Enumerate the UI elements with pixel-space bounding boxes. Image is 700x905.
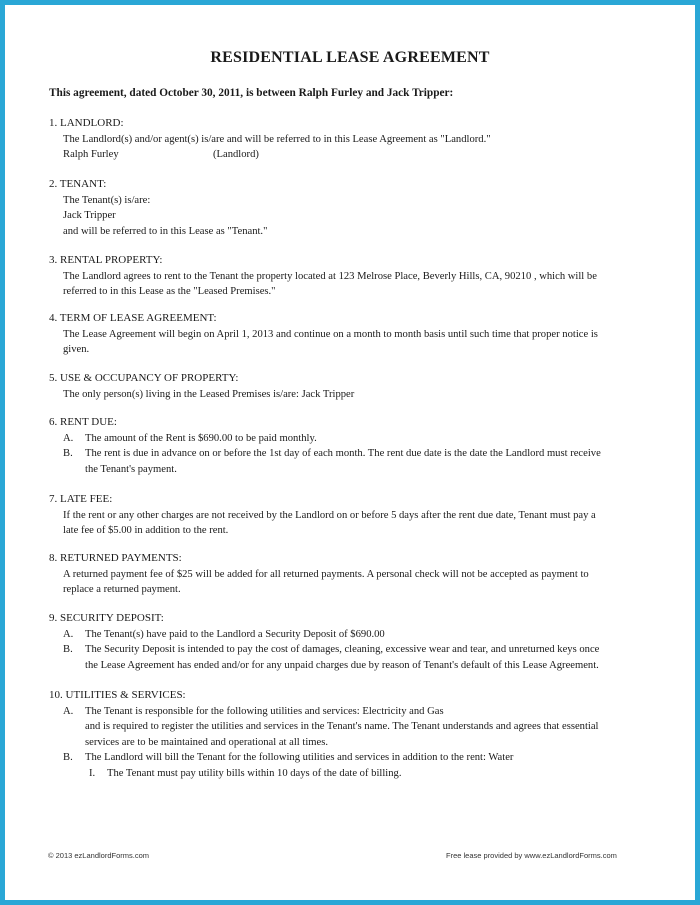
list-marker: I. — [89, 767, 96, 779]
list-item — [49, 642, 649, 658]
list-item — [49, 627, 649, 643]
section-landlord — [49, 116, 649, 163]
list-item — [49, 446, 649, 462]
section-line: The Tenant(s) is/are: — [63, 194, 151, 206]
section-line: replace a returned payment. — [63, 584, 181, 595]
section-heading: 3. RENTAL PROPERTY: — [49, 254, 163, 266]
list-text: The Tenant(s) have paid to the Landlord a Security Deposit of $690.00 — [85, 628, 385, 640]
section-line: The Lease Agreement will begin on April 1, 2013 and continue on a month to month basis until such time that proper notice is — [63, 328, 598, 340]
section-line: The Landlord(s) and/or agent(s) is/are and will be referred to in this Lease Agreement as "Landlord." — [63, 133, 491, 145]
section-use-occupancy — [49, 371, 649, 402]
section-line: A returned payment fee of $25 will be added for all returned payments. A personal check will not be accepted as payment to — [63, 568, 589, 580]
footer-copyright: © 2013 ezLandlordForms.com — [48, 851, 149, 860]
list-text: The Landlord will bill the Tenant for the following utilities and services in addition to the rent: Water — [85, 752, 514, 763]
section-heading: 8. RETURNED PAYMENTS: — [49, 552, 182, 564]
list-item — [49, 431, 649, 447]
list-text-continued: the Lease Agreement has ended and/or for any unpaid charges due by reason of Tenant's default of this Lease Agreement. — [85, 659, 599, 671]
list-marker: A. — [63, 432, 74, 444]
section-line: The only person(s) living in the Leased Premises is/are: Jack Tripper — [63, 388, 355, 400]
agreement-intro: This agreement, dated October 30, 2011, is between Ralph Furley and Jack Tripper: — [49, 87, 454, 99]
list-marker: B. — [63, 644, 73, 655]
list-text: The amount of the Rent is $690.00 to be paid monthly. — [85, 432, 317, 444]
tenant-name: Jack Tripper — [63, 210, 116, 221]
section-returned-payments — [49, 551, 649, 598]
section-term — [49, 311, 649, 358]
section-heading: 6. RENT DUE: — [49, 416, 117, 428]
list-marker: A. — [63, 705, 74, 717]
section-rental-property — [49, 253, 649, 300]
section-line: given. — [63, 344, 90, 355]
section-heading: 2. TENANT: — [49, 178, 107, 190]
section-tenant — [49, 177, 649, 239]
section-line: late fee of $5.00 in addition to the rent. — [63, 525, 229, 536]
footer-credit: Free lease provided by www.ezLandlordForms.com — [446, 851, 617, 860]
list-marker: B. — [63, 448, 73, 459]
list-text: The Tenant is responsible for the following utilities and services: Electricity and Gas — [85, 705, 444, 717]
section-heading: 5. USE & OCCUPANCY OF PROPERTY: — [49, 372, 239, 384]
section-line: referred to in this Lease as the "Leased Premises." — [63, 286, 276, 297]
landlord-role: (Landlord) — [213, 149, 259, 160]
section-line: The Landlord agrees to rent to the Tenant the property located at 123 Melrose Place, Beverly Hills, CA, 90210 , which will be — [63, 270, 597, 282]
list-text: The Security Deposit is intended to pay the cost of damages, cleaning, excessive wear and tear, and unreturned keys once — [85, 644, 600, 655]
section-security-deposit — [49, 611, 649, 673]
list-text: The rent is due in advance on or before the 1st day of each month. The rent due date is the date the Landlord must receive — [85, 448, 601, 459]
landlord-name-row — [49, 147, 649, 163]
list-text-continued: and is required to register the utilities and services in the Tenant's name. The Tenant understands and agrees that essential — [85, 721, 599, 732]
list-item — [49, 704, 649, 720]
document-title: RESIDENTIAL LEASE AGREEMENT — [210, 49, 490, 66]
lease-document — [5, 5, 695, 900]
section-line: and will be referred to in this Lease as "Tenant." — [63, 225, 268, 237]
section-heading: 1. LANDLORD: — [49, 117, 124, 129]
sub-list-item — [49, 766, 649, 782]
section-rent-due — [49, 415, 649, 477]
section-utilities — [49, 688, 649, 781]
section-late-fee — [49, 492, 649, 539]
section-line: If the rent or any other charges are not received by the Landlord on or before 5 days after the rent due date, Tenant must pay a — [63, 509, 596, 521]
list-marker: B. — [63, 752, 73, 763]
list-text-continued: the Tenant's payment. — [85, 463, 177, 475]
section-heading: 7. LATE FEE: — [49, 493, 113, 505]
list-item — [49, 750, 649, 766]
list-text-continued: services are to be maintained and operational at all times. — [85, 736, 328, 748]
section-heading: 4. TERM OF LEASE AGREEMENT: — [49, 312, 217, 324]
list-marker: A. — [63, 628, 74, 640]
list-text: The Tenant must pay utility bills within 10 days of the date of billing. — [107, 767, 402, 779]
section-heading: 10. UTILITIES & SERVICES: — [49, 689, 186, 701]
section-heading: 9. SECURITY DEPOSIT: — [49, 612, 164, 624]
landlord-name: Ralph Furley — [63, 149, 119, 160]
